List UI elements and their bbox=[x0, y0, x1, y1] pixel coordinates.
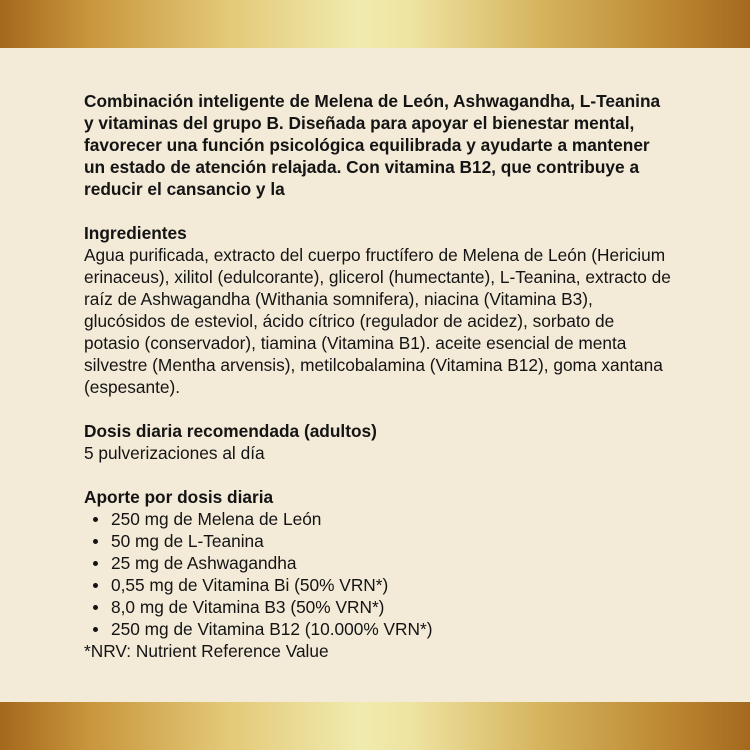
ingredients-section bbox=[84, 222, 674, 398]
list-item: 250 mg de Melena de León bbox=[84, 508, 674, 530]
dosage-title: Dosis diaria recomendada (adultos) bbox=[84, 421, 377, 441]
list-item: 8,0 mg de Vitamina B3 (50% VRN*) bbox=[84, 596, 674, 618]
ingredients-title: Ingredientes bbox=[84, 223, 187, 243]
footnote: *NRV: Nutrient Reference Value bbox=[84, 641, 329, 661]
list-item: 50 mg de L-Teanina bbox=[84, 530, 674, 552]
intro-text: Combinación inteligente de Melena de León, Ashwagandha, L-Teanina y vitaminas del grupo B. Diseñada para apoyar el bienestar mental, favorecer una función psicológica equilibrada y ayudarte a mantener un estado de atención relajada. Con vitamina B12, que contribuye a reducir el cansancio y la bbox=[84, 91, 661, 199]
bottom-gold-band bbox=[0, 702, 750, 750]
contribution-section bbox=[84, 486, 674, 662]
dosage-text: 5 pulverizaciones al día bbox=[84, 443, 265, 463]
list-item: 25 mg de Ashwagandha bbox=[84, 552, 674, 574]
product-info bbox=[84, 90, 674, 662]
top-gold-band bbox=[0, 0, 750, 48]
contribution-title: Aporte por dosis diaria bbox=[84, 487, 274, 507]
dosage-section bbox=[84, 420, 674, 464]
ingredients-text: Agua purificada, extracto del cuerpo fructífero de Melena de León (Hericium erinaceus), xilitol (edulcorante), glicerol (humectante), L-Teanina, extracto de raíz de Ashwagandha (Withania somnifera), niacina (Vitamina B3), glucósidos de esteviol, ácido cítrico (regulador de acidez), sorbato de potasio (conservador), tiamina (Vitamina B1). aceite esencial de menta silvestre (Mentha arvensis), metilcobalamina (Vitamina B12), goma xantana (espesante). bbox=[84, 245, 671, 397]
dose-list bbox=[84, 508, 674, 640]
list-item: 0,55 mg de Vitamina Bi (50% VRN*) bbox=[84, 574, 674, 596]
list-item: 250 mg de Vitamina B12 (10.000% VRN*) bbox=[84, 618, 674, 640]
